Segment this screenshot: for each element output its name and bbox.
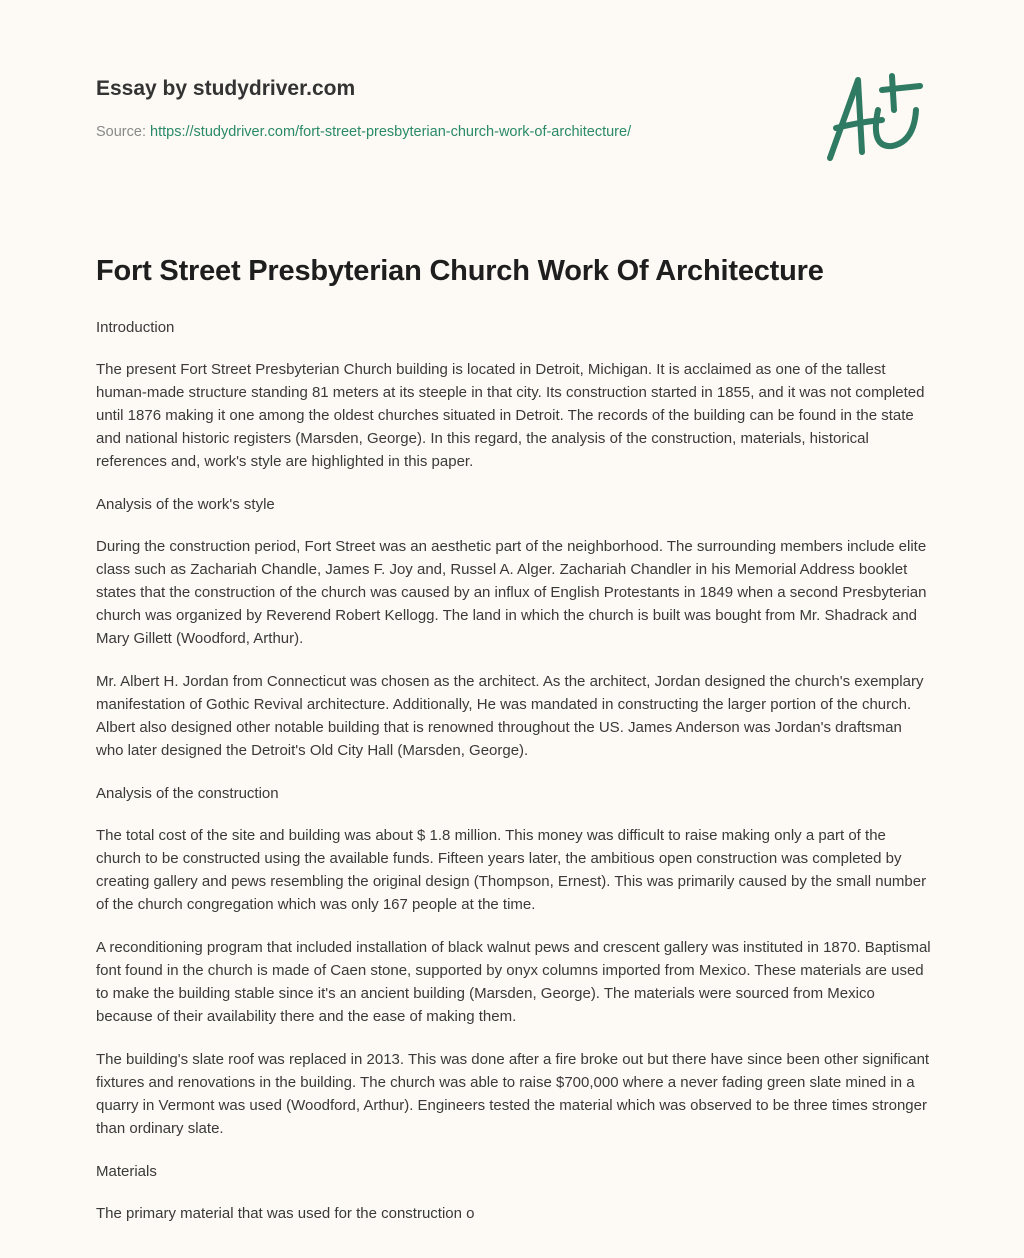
section-heading-construction: Analysis of the construction (96, 785, 279, 802)
a-plus-logo-icon (820, 70, 930, 170)
paragraph: During the construction period, Fort Street was an aesthetic part of the neighborhood. The surrounding members include elite class such as Zachariah Chandle, James F. Joy and, Russel A. Alger. Zachariah Chandler in his Memorial Address booklet states that the construction of the church was caused by an influx of English Protestants in 1849 when a second Presbyterian church was organized by Reverend Robert Kellogg. The land in which the church is built was bought from Mr. Shadrack and Mary Gillett (Woodford, Arthur). (96, 538, 927, 647)
paragraph: The building's slate roof was replaced in 2013. This was done after a fire broke out but there have since been other significant fixtures and renovations in the building. The church was able to raise $700,000 where a never fading green slate mined in a quarry in Vermont was used (Woodford, Arthur). Engineers tested the material which was observed to be three times stronger than ordinary slate. (96, 1051, 930, 1137)
essay-title: Fort Street Presbyterian Church Work Of Architecture (96, 255, 824, 287)
section-heading-materials: Materials (96, 1163, 157, 1180)
section-heading-introduction: Introduction (96, 319, 175, 336)
paragraph: The primary material that was used for the construction o (96, 1205, 475, 1222)
section-heading-style: Analysis of the work's style (96, 496, 275, 513)
paragraph: The present Fort Street Presbyterian Church building is located in Detroit, Michigan. It is acclaimed as one of the tallest human-made structure standing 81 meters at its steeple in that city. Its construction started in 1855, and it was not completed until 1876 making it one among the oldest churches situated in Detroit. The records of the building can be found in the state and national historic registers (Marsden, George). In this regard, the analysis of the construction, materials, historical references and, work's style are highlighted in this paper. (96, 361, 925, 470)
paragraph: The total cost of the site and building was about $ 1.8 million. This money was difficult to raise making only a part of the church to be constructed using the available funds. Fifteen years later, the ambitious open construction was completed by creating gallery and pews resembling the original design (Thompson, Ernest). This was primarily caused by the small number of the church congregation which was only 167 people at the time. (96, 827, 927, 913)
paragraph: Mr. Albert H. Jordan from Connecticut was chosen as the architect. As the architect, Jordan designed the church's exemplary manifestation of Gothic Revival architecture. Additionally, He was mandated in constructing the larger portion of the church. Albert also designed other notable building that is renowned throughout the US. James Anderson was Jordan's draftsman who later designed the Detroit's Old City Hall (Marsden, George). (96, 673, 924, 759)
essay-body (96, 316, 932, 1245)
source-label: Source: (96, 124, 146, 140)
paragraph: A reconditioning program that included installation of black walnut pews and crescent gallery was instituted in 1870. Baptismal font found in the church is made of Caen stone, supported by onyx columns imported from Mexico. These materials are used to make the building stable since it's an ancient building (Marsden, George). The materials were sourced from Mexico because of their availability there and the ease of making them. (96, 939, 931, 1025)
source-line (96, 124, 631, 140)
source-link[interactable]: https://studydriver.com/fort-street-presbyterian-church-work-of-architecture/ (150, 124, 632, 140)
site-title: Essay by studydriver.com (96, 77, 356, 100)
